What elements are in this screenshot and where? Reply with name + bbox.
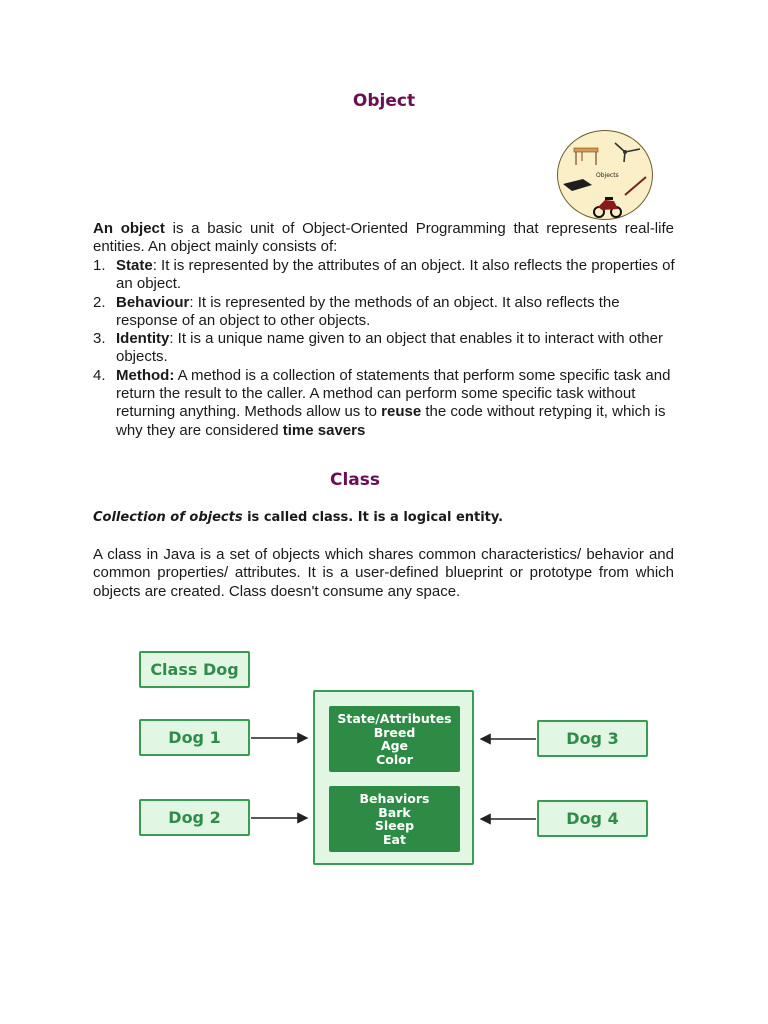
list-term: State	[116, 257, 153, 274]
state-heading: State/Attributes	[337, 711, 452, 726]
class-heading: Class	[329, 470, 380, 490]
behaviors-box	[329, 786, 460, 852]
class-caption-text: is called class. It is a logical entity.	[242, 510, 504, 525]
object-intro	[93, 220, 674, 257]
class-structure-box	[313, 690, 474, 865]
list-text: the code without retyping it, which is why they are considered	[116, 403, 666, 439]
state-item: Age	[380, 738, 409, 753]
list-term: Method:	[116, 366, 175, 384]
list-item	[93, 330, 683, 367]
list-number: 1.	[93, 257, 106, 274]
list-item	[93, 294, 683, 331]
dog2-box	[139, 799, 250, 836]
list-item	[93, 367, 683, 440]
mat-icon	[563, 179, 592, 191]
dog3-label: Dog 3	[566, 729, 619, 748]
list-term-reuse: reuse	[381, 403, 422, 421]
illustration-label: Objects	[596, 172, 619, 179]
intro-term: An object	[93, 220, 165, 237]
state-attributes-box	[329, 706, 460, 772]
intro-text: is a basic unit of Object-Oriented Programming that represents real-life entities. An object mainly consists of:	[93, 220, 674, 256]
list-number: 2.	[93, 293, 106, 311]
class-caption-italic: Collection of objects	[93, 510, 243, 525]
list-text: : It is represented by the methods of an object. It also reflects the response of an object to other objects.	[116, 293, 620, 329]
list-text: : It is a unique name given to an object that enables it to interact with other objects.	[116, 330, 663, 366]
class-description: A class in Java is a set of objects which shares common characteristics/ behavior and common properties/ attributes. It is a user-defined blueprint or prototype from which objects are created. Class doesn't consume any space.	[93, 546, 674, 600]
list-text: : It is represented by the attributes of an object. It also reflects the properties of an object.	[116, 257, 675, 293]
stick-icon	[625, 177, 646, 195]
dog3-box	[537, 720, 648, 757]
behavior-item: Eat	[383, 831, 406, 847]
list-term: Behaviour	[116, 293, 190, 311]
list-term-time-savers: time savers	[282, 421, 366, 439]
dog1-label: Dog 1	[168, 728, 221, 747]
list-term: Identity	[116, 330, 170, 348]
class-caption	[93, 510, 503, 525]
behavior-item: Sleep	[374, 818, 415, 833]
list-text: A method is a collection of statements that perform some specific task and return the result to the caller. A method can perform some specific task without returning anything. Methods allow us to	[116, 366, 671, 421]
list-number: 3.	[93, 330, 106, 348]
behavior-item: Bark	[378, 804, 411, 820]
object-components-list	[93, 257, 683, 440]
dog4-label: Dog 4	[566, 809, 619, 828]
class-dog-label: Class Dog	[150, 660, 239, 679]
dog2-label: Dog 2	[168, 808, 221, 827]
dog4-box	[537, 800, 648, 837]
table-icon	[574, 148, 598, 165]
fan-icon	[615, 143, 640, 162]
dog1-box	[139, 719, 250, 756]
object-heading: Object	[352, 91, 416, 111]
motorbike-icon	[594, 197, 621, 217]
class-dog-box	[139, 651, 250, 688]
list-number: 4.	[93, 366, 106, 384]
behavior-heading: Behaviors	[359, 791, 430, 806]
objects-illustration	[557, 130, 653, 220]
state-item: Breed	[373, 724, 416, 740]
state-item: Color	[376, 751, 413, 767]
list-item	[93, 257, 683, 294]
